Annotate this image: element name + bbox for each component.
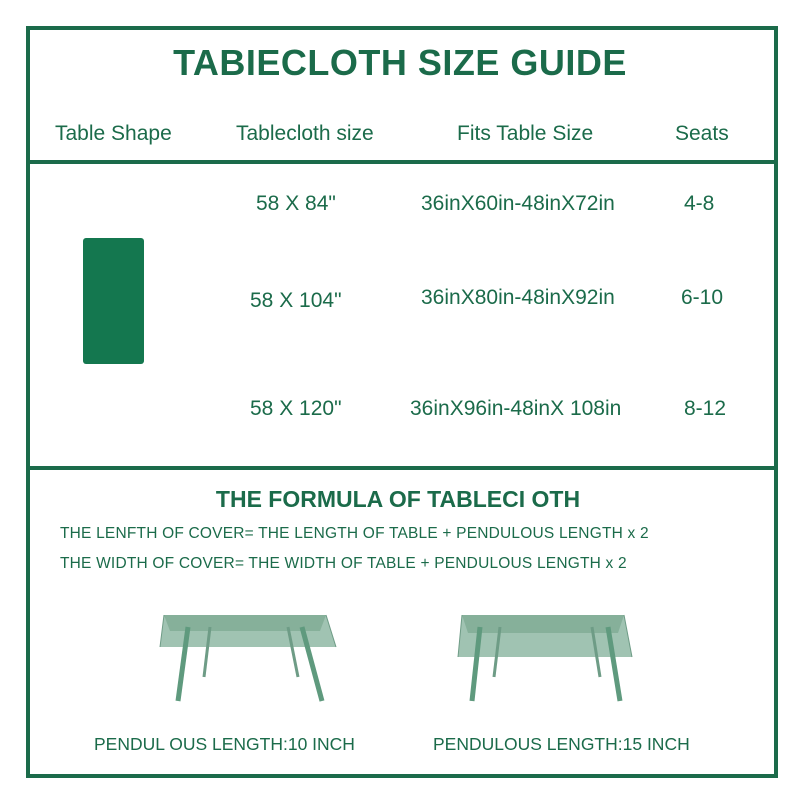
rectangle-table-icon (83, 238, 144, 364)
row-1-seats: 4-8 (684, 192, 715, 215)
row-2-size: 58 X 104" (250, 289, 342, 312)
table-15-inch-illustration (452, 605, 642, 705)
row-2-fits: 36inX80in-48inX92in (421, 286, 615, 309)
formula-length-line: THE LENFTH OF COVER= THE LENGTH OF TABLE + PENDULOUS LENGTH x 2 (60, 525, 649, 542)
header-divider (26, 160, 778, 164)
header-tablecloth-size: Tablecloth size (236, 122, 374, 145)
section-divider (26, 466, 778, 470)
row-3-size: 58 X 120" (250, 397, 342, 420)
header-seats: Seats (675, 122, 729, 145)
formula-width-line: THE WIDTH OF COVER= THE WIDTH OF TABLE + PENDULOUS LENGTH x 2 (60, 555, 627, 572)
row-2-seats: 6-10 (681, 286, 724, 309)
header-fits-table-size: Fits Table Size (457, 122, 594, 145)
page-title: TABIECLOTH SIZE GUIDE (173, 42, 627, 83)
row-3-fits: 36inX96in-48inX 108in (410, 397, 622, 420)
formula-title: THE FORMULA OF TABLECI OTH (215, 486, 581, 512)
caption-15-inch: PENDULOUS LENGTH:15 INCH (433, 734, 690, 754)
caption-10-inch: PENDUL OUS LENGTH:10 INCH (94, 734, 355, 754)
row-1-fits: 36inX60in-48inX72in (421, 192, 615, 215)
row-3-seats: 8-12 (684, 397, 727, 420)
header-table-shape: Table Shape (55, 122, 172, 145)
row-1-size: 58 X 84" (256, 192, 336, 215)
table-10-inch-illustration (150, 605, 350, 705)
